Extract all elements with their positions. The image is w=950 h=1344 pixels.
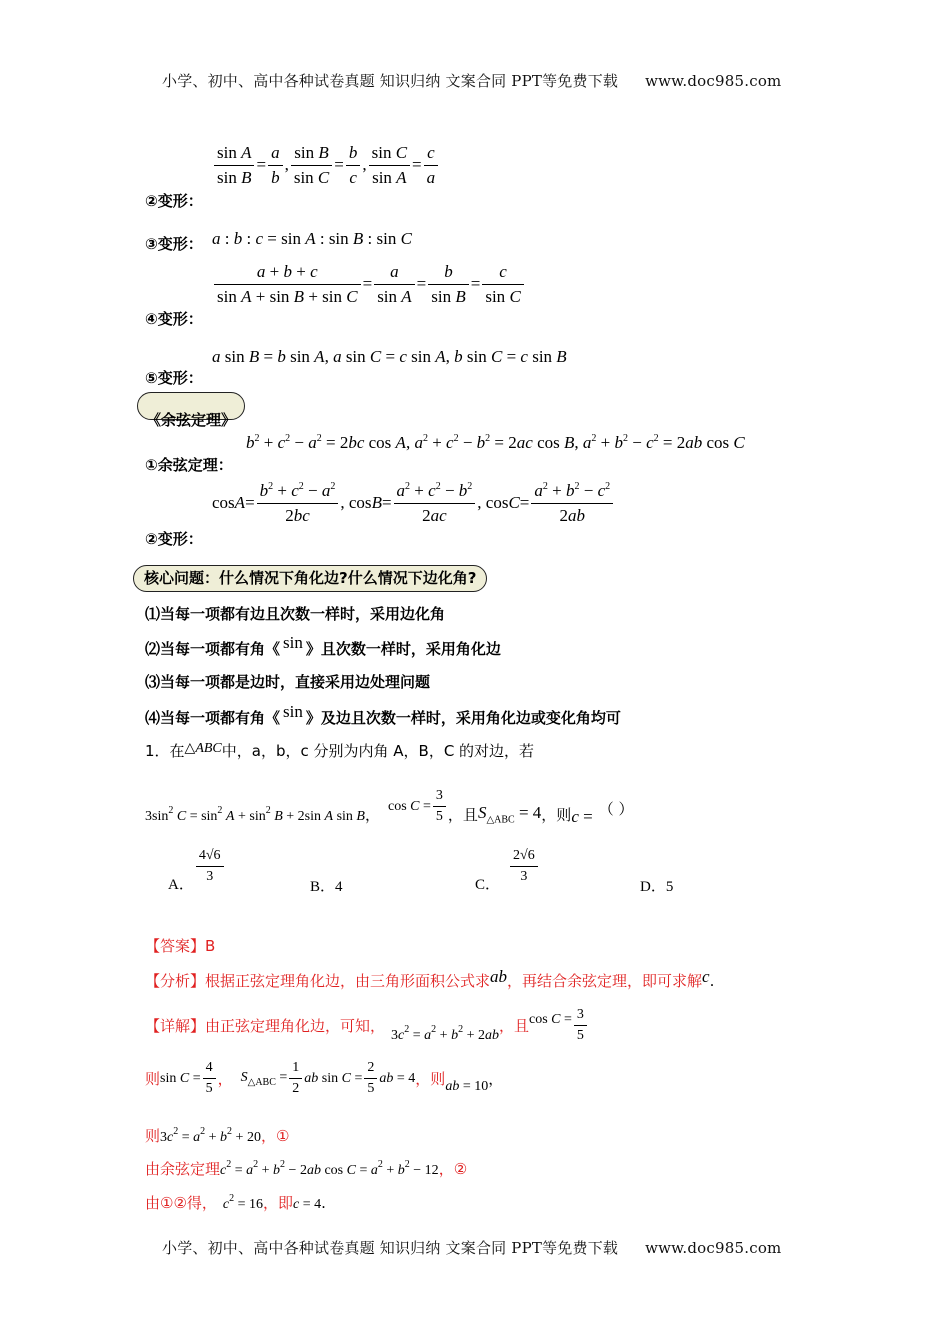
detail-line-1: 【详解】 由正弦定理角化边，可知， $3c^2 = a^2 + b^2 + 2ab$ ，且 cos C = $\frac{3}{5}$: [145, 1007, 589, 1044]
header-url: www.doc985.com: [645, 72, 782, 90]
detail-line-2: 则 sin C = $\frac{4}{5}$ ， $S_{\triangle ABC}$ = $\frac{1}{2}$ ab sin C = $\frac{2}{5}$ ab = 4 ，则 ab = 10 ，: [145, 1060, 504, 1097]
core-question-title: 核心问题：什么情况下角化边?什么情况下边化角?: [133, 565, 487, 592]
formula-ratio: $\frac{\text{sin A}}{\text{sin B}}$ = $\frac{a}{b}$ , $\frac{\text{sin B}}{\text{sin C}}$ = $\frac{b}{c}$ , $\frac{\text{sin C}}{\text{sin A}}$ = $\frac{c}{a}$: [212, 143, 440, 187]
option-c[interactable]: C． $\frac{2√6}{3}$: [475, 848, 540, 885]
question-stem: 1．在△ABC中，a，b，c 分别为内角 A，B，C 的对边，若: [145, 741, 535, 760]
option-d[interactable]: D．5: [640, 879, 674, 895]
page-header: [162, 70, 781, 91]
detail-line-3: 则$3c^2 = a^2 + b^2 + 20$，①: [145, 1126, 290, 1145]
analysis-line: 【分析】根据正弦定理角化边，由三角形面积公式求ab，再结合余弦定理，即可求解c.: [145, 967, 715, 990]
formula-ratio-abc: a : b : c = sin A : sin B : sin C: [212, 229, 412, 248]
rule-3: ⑶当每一项都是边时，直接采用边处理问题: [145, 673, 431, 691]
label-bianxing-4: ④变形：: [145, 310, 203, 328]
label-bianxing-2: ②变形：: [145, 192, 203, 210]
cosine-law-title: 《余弦定理》: [137, 392, 245, 420]
rule-2: ⑵当每一项都有角《 sin 》且次数一样时，采用角化边: [145, 633, 501, 658]
header-text: 小学、初中、高中各种试卷真题 知识归纳 文案合同 PPT等免费下载: [162, 72, 619, 90]
formula-cosine-law: $b^2 + c^2 - a^2 = 2bc$ cos A, $a^2 + c^2 - b^2 = 2ac$ cos B, $a^2 + b^2 - c^2 = 2ab$ cos C: [246, 433, 745, 452]
answer-line: 【答案】B: [145, 937, 216, 955]
rule-1: ⑴当每一项都有边且次数一样时，采用边化角: [145, 605, 446, 623]
option-a[interactable]: A． $\frac{4√6}{3}$: [168, 848, 226, 885]
option-b[interactable]: B．4: [310, 879, 343, 895]
formula-sum-ratio: $\frac{a + b + c}{\text{sin A + sin B + sin C}}$ = $\frac{a}{\text{sin A}}$ = $\frac{b}{\text{sin B}}$ = $\frac{c}{\text{sin C}}$: [212, 262, 526, 306]
detail-line-5: 由①②得， $c^2 = 16$，即c = 4.: [145, 1193, 326, 1212]
rule-4: ⑷当每一项都有角《 sin 》及边且次数一样时，采用角化边或变化角均可: [145, 702, 621, 727]
label-cosine-law: ①余弦定理：: [145, 456, 233, 474]
formula-cosine-variant: cos A = $\frac{b^2 + c^2 - a^2}{2bc}$ , cos B = $\frac{a^2 + c^2 - b^2}{2ac}$ , cos C = $\frac{a^2 + b^2 - c^2}{2ab}$: [212, 481, 615, 525]
footer-url: www.doc985.com: [645, 1239, 782, 1257]
footer-text: 小学、初中、高中各种试卷真题 知识归纳 文案合同 PPT等免费下载: [162, 1239, 619, 1257]
label-bianxing-3: ③变形：: [145, 235, 203, 253]
label-bianxing-5: ⑤变形：: [145, 369, 203, 387]
label-cosine-variant: ②变形：: [145, 530, 203, 548]
page-footer: [162, 1237, 781, 1258]
formula-cross: a sin B = b sin A, a sin C = c sin A, b sin C = c sin B: [212, 347, 567, 366]
detail-line-4: 由余弦定理$c^2 = a^2 + b^2 - 2ab$ $\cos C = a^2 + b^2 - 12$，②: [145, 1159, 468, 1178]
question-conditions: $3\sin^2$ $C = \sin^2 A + \sin^2 B + 2\sin$ A sin B ， cos C = $\frac{3}{5}$ ，且 $S_{\triangle ABC} = 4$ ，则 c = （ ）: [145, 788, 634, 826]
